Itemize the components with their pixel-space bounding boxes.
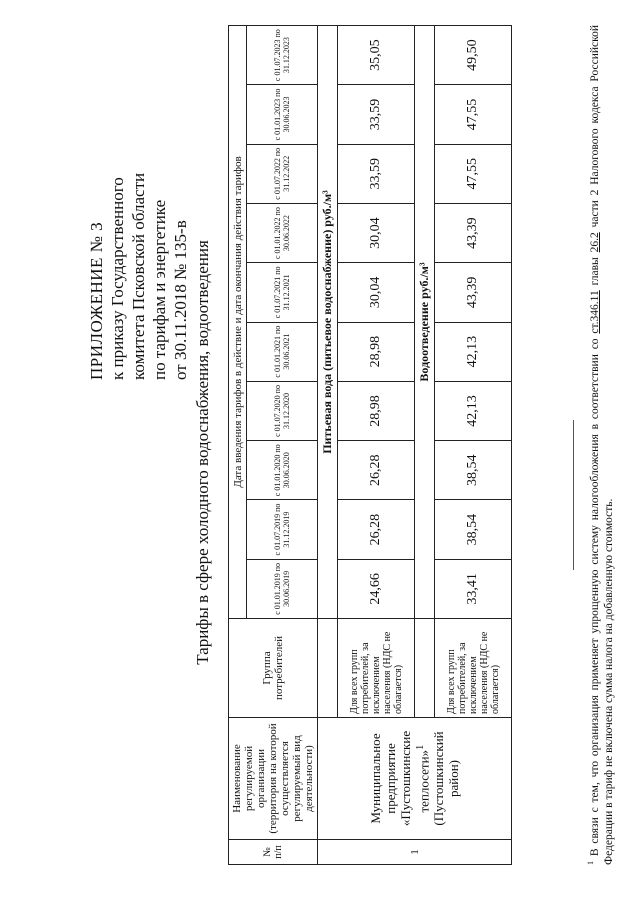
footnote-marker: 1 xyxy=(413,744,426,750)
appendix-line: к приказу Государственного xyxy=(108,177,127,380)
footnote-text: части 2 Налогового кодекса Российской Федерации в тариф не включена сумма налога на добавленную стоимость. xyxy=(588,24,615,865)
footnote-divider xyxy=(573,420,574,570)
date-column-header: с 01.07.2020 по 31.12.2020 xyxy=(247,381,318,440)
tariff-value: 42,13 xyxy=(435,322,512,381)
table-header-row xyxy=(229,26,247,865)
organization-cell xyxy=(318,718,512,840)
section-row-water xyxy=(318,26,338,865)
appendix-header xyxy=(86,50,191,380)
tariff-value: 43,39 xyxy=(435,263,512,322)
tariff-value: 38,54 xyxy=(435,500,512,559)
footnote-number: 1 xyxy=(586,861,595,865)
tariff-table xyxy=(228,25,512,865)
date-column-header: с 01.07.2022 по 31.12.2022 xyxy=(247,144,318,203)
organization-name: Муниципальное предприятие «Пустошкинские теплосети» xyxy=(367,730,432,827)
tariff-value: 30,04 xyxy=(338,263,415,322)
tariff-value: 26,28 xyxy=(338,441,415,500)
tariff-value: 26,28 xyxy=(338,500,415,559)
date-column-header: с 01.01.2021 по 30.06.2021 xyxy=(247,322,318,381)
section-title-water: Питьевая вода (питьевое водоснабжение) руб./м³ xyxy=(318,26,338,619)
tariff-value: 24,66 xyxy=(338,559,415,618)
tariff-value: 43,39 xyxy=(435,203,512,262)
appendix-order-date: от 30.11.2018 № 135-в xyxy=(171,220,190,380)
tariff-value: 33,59 xyxy=(338,85,415,144)
tariff-value: 28,98 xyxy=(338,322,415,381)
tariff-value: 47,55 xyxy=(435,85,512,144)
section-title-sewage: Водоотведение руб./м³ xyxy=(415,26,435,619)
date-column-header: с 01.07.2021 по 31.12.2021 xyxy=(247,263,318,322)
tariff-value: 42,13 xyxy=(435,381,512,440)
appendix-title: ПРИЛОЖЕНИЕ № 3 xyxy=(87,221,106,380)
tariff-value: 49,50 xyxy=(435,26,512,85)
header-dates-span: Дата введения тарифов в действие и дата окончания действия тарифов xyxy=(229,26,247,619)
header-organization: Наименование регулируемой организации (территория на которой осуществляется регулируемый вид деятельности) xyxy=(229,718,318,840)
tariff-value: 28,98 xyxy=(338,381,415,440)
date-column-header: с 01.07.2019 по 31.12.2019 xyxy=(247,500,318,559)
appendix-line: по тарифам и энергетике xyxy=(150,199,169,380)
tariff-value: 33,59 xyxy=(338,144,415,203)
header-consumer-group: Группа потребителей xyxy=(229,619,318,718)
footnote-link-article[interactable]: ст.346.11 xyxy=(588,290,601,334)
appendix-line: комитета Псковской области xyxy=(129,172,148,380)
date-column-header: с 01.01.2019 по 30.06.2019 xyxy=(247,559,318,618)
tariff-value: 33,41 xyxy=(435,559,512,618)
date-column-header: с 01.01.2022 по 30.06.2022 xyxy=(247,203,318,262)
footnote-link-chapter[interactable]: 26.2 xyxy=(588,232,601,253)
footnote xyxy=(584,25,616,865)
document-title: Тарифы в сфере холодного водоснабжения, водоотведения xyxy=(193,240,212,665)
consumer-group-cell: Для всех групп потребителей, за исключением населения (НДС не облагается) xyxy=(338,619,415,718)
row-number: 1 xyxy=(318,840,512,865)
date-column-header: с 01.01.2020 по 30.06.2020 xyxy=(247,441,318,500)
footnote-text: В связи с тем, что организация применяет упрощенную систему налогообложения в соответствии со xyxy=(588,338,601,857)
header-number: № п/п xyxy=(229,840,318,865)
tariff-value: 47,55 xyxy=(435,144,512,203)
date-column-header: с 01.01.2023 по 30.06.2023 xyxy=(247,85,318,144)
consumer-group-cell: Для всех групп потребителей, за исключением населения (НДС не облагается) xyxy=(435,619,512,718)
organization-area: (Пустошкинский район) xyxy=(431,731,462,826)
tariff-value: 38,54 xyxy=(435,441,512,500)
tariff-value: 30,04 xyxy=(338,203,415,262)
tariff-value: 35,05 xyxy=(338,26,415,85)
date-column-header: с 01.07.2023 по 31.12.2023 xyxy=(247,26,318,85)
footnote-text: главы xyxy=(588,257,601,286)
